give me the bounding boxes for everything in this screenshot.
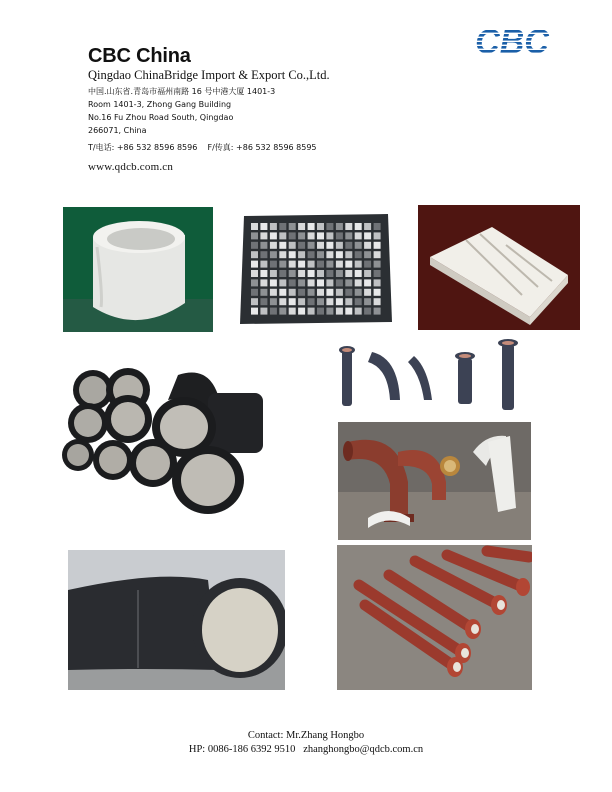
address-chinese: 中国.山东省.青岛市福州南路 16 号中港大厦 1401-3 — [88, 87, 276, 96]
address-line-2: No.16 Fu Zhou Road South, Qingdao — [88, 113, 234, 122]
contact-name: Contact: Mr.Zhang Hongbo — [247, 730, 365, 741]
website-link[interactable]: www.qdcb.com.cn — [88, 161, 174, 173]
red-elbows-photo — [338, 422, 531, 540]
ceramic-grid-mat-photo — [236, 210, 396, 328]
address-line-1: Room 1401-3, Zhong Gang Building — [88, 100, 232, 109]
ceramic-sleeve-photo — [63, 207, 213, 332]
phone-fax: T/电话: +86 532 8596 8596 F/传真: +86 532 8596 8595 — [88, 143, 317, 152]
logo-wordmark: CBC — [475, 23, 549, 58]
company-name: Qingdao ChinaBridge Import & Export Co.,Ltd. — [88, 68, 330, 82]
lined-pipe-fittings-photo — [58, 355, 273, 525]
large-lined-elbow-photo — [68, 550, 285, 690]
address-line-3: 266071, China — [88, 126, 147, 135]
contact-phone-email[interactable]: HP: 0086-186 6392 9510 zhanghongbo@qdcb.com.cn — [188, 744, 424, 755]
document-title: CBC China — [88, 45, 191, 67]
ceramic-tile-photo — [418, 205, 580, 330]
lined-pipe-ends-photo — [328, 338, 533, 418]
red-flanged-pipes-photo — [337, 545, 532, 690]
cbc-logo — [470, 22, 554, 58]
